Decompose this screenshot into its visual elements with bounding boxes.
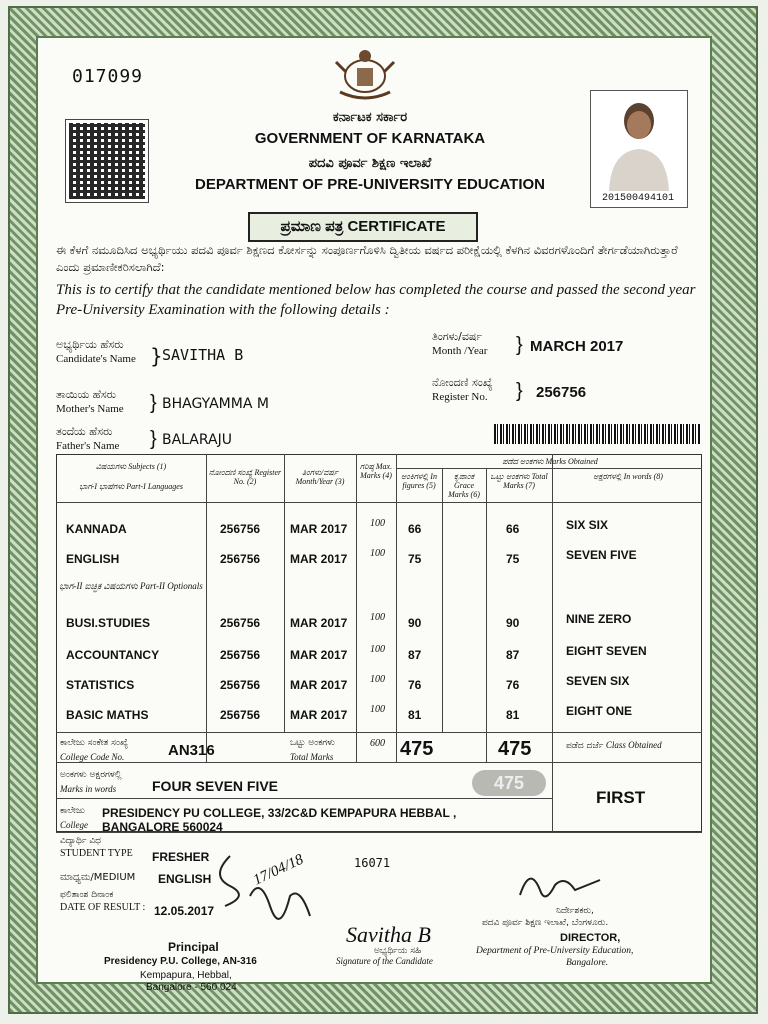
cell-max: 100 (370, 548, 385, 559)
handwritten-date: 17/04/18 (250, 851, 307, 889)
cell-max: 100 (370, 612, 385, 623)
register-label: ನೋಂದಣಿ ಸಂಖ್ಯೆ Register No. (432, 376, 493, 403)
result-kn: ಫಲಿತಾಂಶ ದಿನಾಂಕ (60, 890, 114, 900)
marks-stamp: 475 (472, 770, 546, 796)
month-year: MARCH 2017 (530, 338, 624, 355)
cell-fig: 75 (408, 552, 422, 566)
certificate-title: ಪ್ರಮಾಣ ಪತ್ರ CERTIFICATE (248, 212, 478, 242)
principal-title: Principal (168, 940, 219, 954)
cell-reg: 256756 (220, 616, 261, 630)
qr-code (66, 120, 148, 202)
cell-total: 90 (506, 616, 520, 630)
photo-id: 201500494101 (601, 193, 674, 204)
cell-max: 100 (370, 704, 385, 715)
class-obtained: FIRST (596, 788, 646, 807)
director-title: DIRECTOR, (560, 932, 621, 944)
cell-month: MAR 2017 (290, 678, 348, 692)
result-date: 12.05.2017 (154, 904, 215, 918)
college-line2: BANGALORE 560024 (102, 820, 223, 834)
serial-number: 017099 (72, 66, 144, 87)
principal-line3: Bangalore - 560 024 (146, 982, 237, 993)
cell-words: SEVEN SIX (566, 674, 630, 688)
mother-name: BHAGYAMMA M (162, 396, 269, 412)
cell-month: MAR 2017 (290, 522, 348, 536)
head-figures: ಅಂಕಿಗಳಲ್ಲಿ In figures (5) (401, 472, 437, 490)
cell-words: EIGHT SEVEN (566, 644, 647, 658)
cell-words: SEVEN FIVE (566, 548, 637, 562)
cell-fig: 87 (408, 648, 422, 662)
cell-max: 100 (370, 644, 385, 655)
marks-words-label: ಅಂಕಗಳು ಅಕ್ಷರಗಳಲ್ಲಿ Marks in words (60, 770, 122, 794)
result-label: DATE OF RESULT : (60, 902, 146, 913)
cell-total: 66 (506, 522, 520, 536)
cell-fig: 66 (408, 522, 422, 536)
cell-subject: ACCOUNTANCY (66, 648, 160, 662)
total-max: 600 (370, 738, 385, 749)
cell-max: 100 (370, 518, 385, 529)
candidate-signature: Savitha B (346, 922, 431, 947)
gov-kannada: ಕರ್ನಾಟಕ ಸರ್ಕಾರ (332, 110, 408, 125)
total-label: ಒಟ್ಟು ಅಂಕಗಳು Total Marks (290, 738, 335, 762)
head-total: ಒಟ್ಟು ಅಂಕಗಳು Total Marks (7) (490, 472, 548, 490)
cell-fig: 81 (408, 708, 422, 722)
college-label: ಕಾಲೇಜು College (60, 806, 88, 830)
mother-label: ತಾಯಿಯ ಹೆಸರು Mother's Name (56, 388, 124, 415)
head-obtained: ಪಡೆದ ಅಂಕಗಳು Marks Obtained (502, 457, 598, 466)
principal-line1: Presidency P.U. College, AN-316 (104, 956, 257, 967)
head-words: ಅಕ್ಷರಗಳಲ್ಲಿ In words (8) (593, 472, 663, 481)
cell-words: NINE ZERO (566, 612, 632, 626)
kannada-statement: ಈ ಕೆಳಗೆ ನಮೂದಿಸಿದ ಅಭ್ಯರ್ಥಿಯು ಪದವಿ ಪೂರ್ವ ಶಿಕ್ಷಣದ ಕೋರ್ಸನ್ನು ಸಂಪೂರ್ಣಗೊಳಿಸಿ ದ್ವಿತೀಯ ವರ್ಷದ ಪರೀಕ್ಷೆಯಲ್ಲಿ ಕೆಳಗಿನ ವಿವರಗಳೊಂದಿಗೆ ತೇರ್ಗಡೆಯಾಗಿರುತ್ತಾರೆ ಎಂದು ಪ್ರಮಾಣೀಕರಿಸಲಾಗಿದೆ: (56, 243, 678, 274)
marks-table (56, 454, 702, 832)
principal-line2: Kempapura, Hebbal, (140, 970, 232, 981)
part2-label: ಭಾಗ-II ಐಚ್ಛಿಕ ವಿಷಯಗಳು Part-II Optionals (59, 581, 203, 591)
director-dept: Department of Pre-University Education, (476, 946, 634, 956)
student-type-kn: ವಿದ್ಯಾರ್ಥಿ ವಿಧ (60, 836, 101, 846)
head-max: ಗರಿಷ್ಠ Max. Marks (4) (359, 462, 393, 480)
cell-reg: 256756 (220, 552, 261, 566)
medium: ENGLISH (158, 872, 212, 886)
head-register: ನೋಂದಣಿ ಸಂಖ್ಯೆ Register No. (2) (208, 468, 282, 486)
student-type: FRESHER (152, 850, 210, 864)
father-label: ತಂದೆಯ ಹೆಸರು Father's Name (56, 425, 120, 452)
total-figures: 475 (400, 738, 434, 760)
principal-signature-icon (200, 846, 320, 946)
cell-subject: BUSI.STUDIES (66, 616, 151, 630)
cell-subject: BASIC MATHS (66, 708, 149, 722)
director-city: Bangalore. (566, 958, 609, 968)
cell-month: MAR 2017 (290, 616, 348, 630)
candidate-sig-kn: ಅಭ್ಯರ್ಥಿಯ ಸಹಿ (374, 946, 422, 956)
cell-max: 100 (370, 674, 385, 685)
cell-total: 76 (506, 678, 520, 692)
candidate-photo (590, 90, 688, 208)
class-label: ಪಡೆದ ದರ್ಜೆ Class Obtained (566, 740, 662, 751)
cell-month: MAR 2017 (290, 648, 348, 662)
head-subjects: ವಿಷಯಗಳು Subjects (1) (95, 462, 167, 471)
candidate-sig-label: Signature of the Candidate (336, 956, 433, 966)
cell-total: 75 (506, 552, 520, 566)
cell-reg: 256756 (220, 708, 261, 722)
director-signature-icon (510, 860, 610, 910)
candidate-name: SAVITHA B (162, 346, 244, 364)
state-emblem-icon (330, 42, 400, 106)
cell-words: SIX SIX (566, 518, 609, 532)
cell-fig: 90 (408, 616, 422, 630)
cell-words: EIGHT ONE (566, 704, 633, 718)
cell-reg: 256756 (220, 522, 261, 536)
college-line1: PRESIDENCY PU COLLEGE, 33/2C&D KEMPAPURA HEBBAL , (102, 806, 457, 820)
cell-fig: 76 (408, 678, 422, 692)
cell-subject: STATISTICS (66, 678, 135, 692)
barcode (494, 424, 700, 444)
cell-reg: 256756 (220, 648, 261, 662)
director-kn1: ನಿರ್ದೇಶಕರು, (556, 906, 594, 916)
head-month: ತಿಂಗಳು/ವರ್ಷ Month/Year (3) (295, 468, 345, 486)
cell-subject: ENGLISH (66, 552, 120, 566)
college-code: AN316 (168, 742, 215, 759)
month-label: ತಿಂಗಳು/ವರ್ಷ Month /Year (432, 330, 488, 357)
cell-month: MAR 2017 (290, 552, 348, 566)
cell-total: 81 (506, 708, 520, 722)
head-grace: ಕೃಪಾಂಕ Grace Marks (6) (448, 472, 480, 499)
dept-english: DEPARTMENT OF PRE-UNIVERSITY EDUCATION (194, 176, 546, 193)
english-statement: This is to certify that the candidate mentioned below has completed the course and passed the second year Pre-University Examination with the following details : (56, 282, 696, 318)
register-no: 256756 (536, 384, 587, 401)
candidate-label: ಅಭ್ಯರ್ಥಿಯ ಹೆಸರು Candidate's Name (56, 338, 136, 365)
director-kn2: ಪದವಿ ಪೂರ್ವ ಶಿಕ್ಷಣ ಇಲಾಖೆ, ಬೆಂಗಳೂರು. (482, 918, 609, 928)
marks-in-words: FOUR SEVEN FIVE (152, 778, 279, 794)
student-type-label: STUDENT TYPE (60, 848, 133, 859)
father-name: BALARAJU (162, 432, 232, 448)
head-part1: ಭಾಗ-I ಭಾಷೆಗಳು Part-I Languages (79, 482, 183, 491)
total-total: 475 (498, 738, 532, 760)
cell-total: 87 (506, 648, 520, 662)
medium-label: ಮಾಧ್ಯಮ/MEDIUM (60, 872, 136, 883)
stamp-number: 16071 (354, 856, 391, 870)
cell-reg: 256756 (220, 678, 261, 692)
person-photo-icon (591, 91, 687, 191)
dept-kannada: ಪದವಿ ಪೂರ್ವ ಶಿಕ್ಷಣ ಇಲಾಖೆ (308, 156, 432, 171)
cell-month: MAR 2017 (290, 708, 348, 722)
gov-english: GOVERNMENT OF KARNATAKA (254, 130, 486, 147)
cell-subject: KANNADA (66, 522, 127, 536)
college-code-label: ಕಾಲೇಜು ಸಂಕೇತ ಸಂಖ್ಯೆ College Code No. (60, 738, 129, 762)
